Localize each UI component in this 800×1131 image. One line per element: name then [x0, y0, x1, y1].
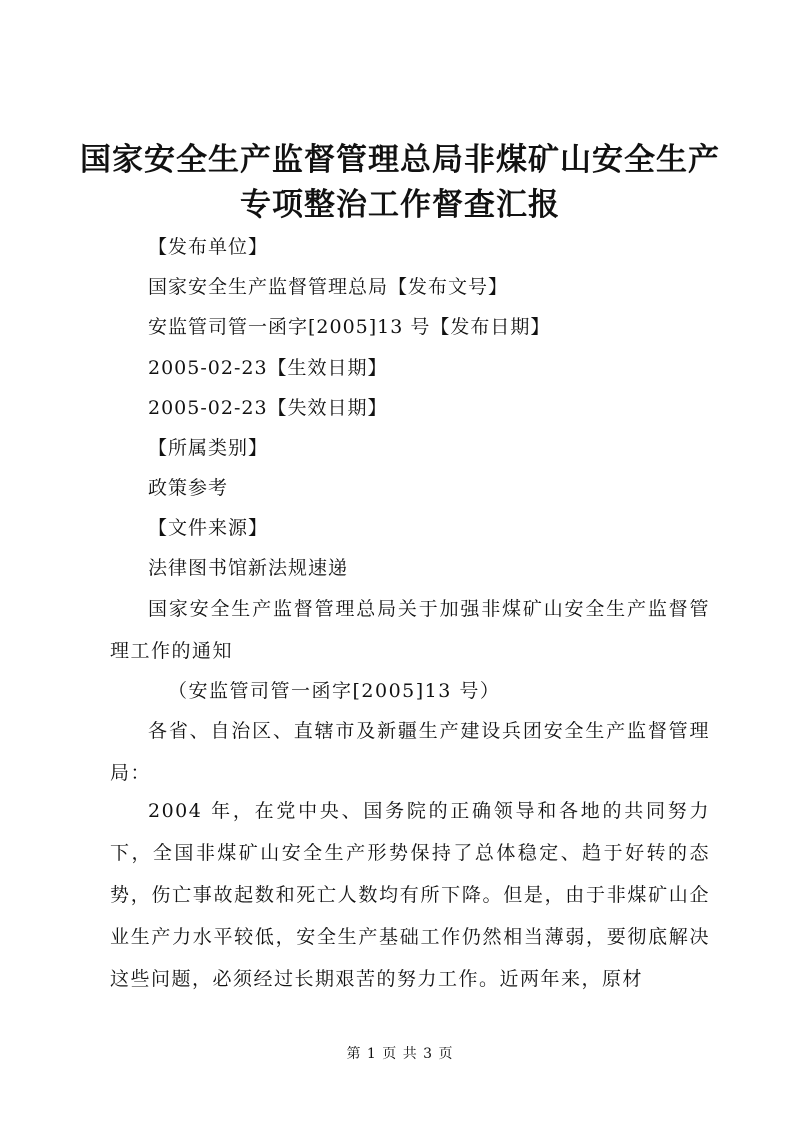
document-title-line-1: 国家安全生产监督管理总局非煤矿山安全生产 [80, 142, 720, 178]
publish-date-line: 2005-02-23【生效日期】 [148, 357, 388, 379]
publisher-label: 【发布单位】 [148, 236, 269, 258]
source-label: 【文件来源】 [148, 517, 269, 539]
body-paragraph: 2004 年，在党中央、国务院的正确领导和各地的共同努力下，全国非煤矿山安全生产形势保持了总体稳定、趋于好转的态势，伤亡事故起数和死亡人数均有所下降。但是，由于非煤矿山企业生产力水平较低，安全生产基础工作仍然相当薄弱，要彻底解决这些问题，必须经过长期艰苦的努力工作。近两年来，原材 [110, 800, 710, 990]
category-value: 政策参考 [148, 477, 229, 499]
notice-title: 国家安全生产监督管理总局关于加强非煤矿山安全生产监督管理工作的通知 [110, 598, 710, 662]
source-value: 法律图书馆新法规速递 [148, 557, 349, 579]
publisher-line: 国家安全生产监督管理总局【发布文号】 [148, 276, 509, 298]
doc-number-line: 安监管司管一函字[2005]13 号【发布日期】 [148, 316, 551, 338]
category-label: 【所属类别】 [148, 437, 269, 459]
addressee: 各省、自治区、直辖市及新疆生产建设兵团安全生产监督管理局： [110, 720, 710, 784]
page-indicator: 第 1 页 共 3 页 [346, 1046, 454, 1062]
notice-number: （安监管司管一函字[2005]13 号） [168, 680, 501, 702]
document-title-line-2: 专项整治工作督查汇报 [240, 187, 560, 223]
effective-date-line: 2005-02-23【失效日期】 [148, 397, 388, 419]
